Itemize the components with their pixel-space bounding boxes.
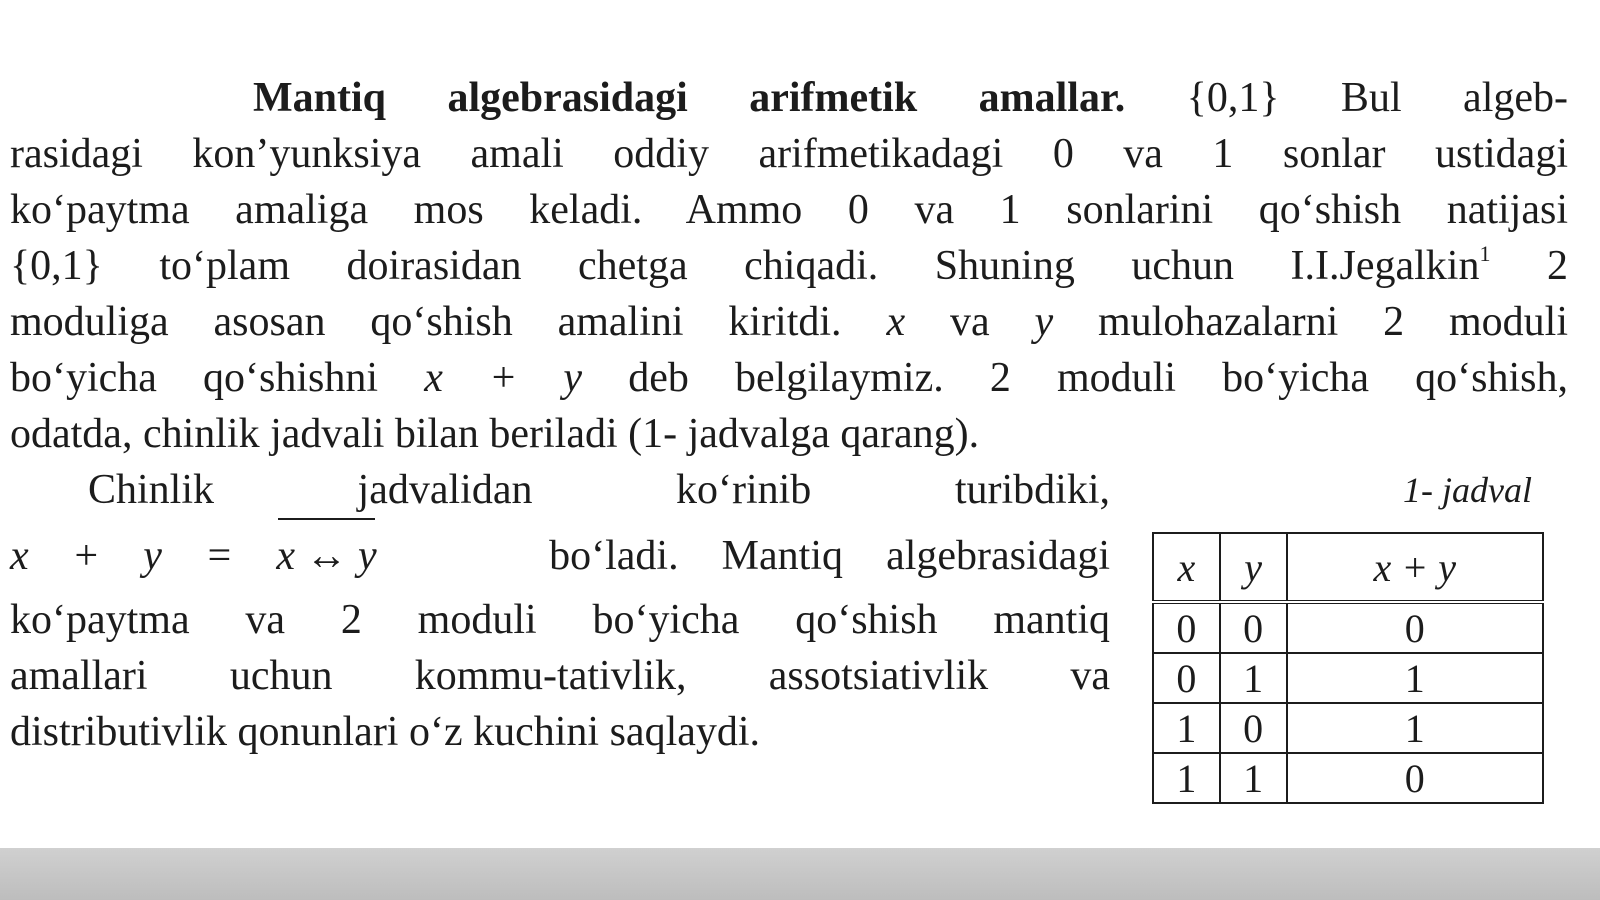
table-cell: 1 [1220, 753, 1287, 803]
paragraph1-line3: ko‘paytma amaliga mos keladi. Ammo 0 va 1 sonlarini qo‘shish natijasi [10, 187, 1568, 233]
truth-table [1152, 532, 1544, 804]
table-row [1153, 653, 1543, 703]
sum-expression: x + y [424, 355, 583, 401]
variable-y: y [1034, 299, 1054, 345]
paragraph1-line6-a: bo‘yicha qo‘shishni [10, 355, 425, 401]
table-cell: 1 [1220, 653, 1287, 703]
paragraph2-line4: amallari uchun kommu-tativlik, assotsiativlik va [10, 653, 1110, 699]
table-header-row [1153, 533, 1543, 602]
paragraph2-line1: Chinlik jadvalidan ko‘rinib turibdiki, [88, 467, 1110, 513]
paragraph1-line1 [10, 70, 1568, 126]
paragraph1-line2: rasidagi kon’yunksiya amali oddiy arifmetikadagi 0 va 1 sonlar ustidagi [10, 131, 1568, 177]
paragraph1-line4 [10, 238, 1568, 294]
table-cell: 1 [1153, 703, 1220, 753]
paragraph2 [10, 462, 1110, 760]
table-cell: 0 [1153, 602, 1220, 653]
paragraph1-line6 [10, 350, 1568, 406]
table-cell: 0 [1220, 602, 1287, 653]
header-sum: x + y [1287, 533, 1543, 602]
paragraph1-line1-rest: {0,1} Bul algeb- [1186, 75, 1568, 121]
table-row [1153, 602, 1543, 653]
table-cell: 0 [1287, 753, 1543, 803]
paragraph2-line5: distributivlik qonunlari o‘z kuchini saqlaydi. [10, 709, 761, 755]
section-heading: Mantiq algebrasidagi arifmetik amallar. [253, 75, 1126, 121]
header-y: y [1220, 533, 1287, 602]
table-cell: 1 [1287, 703, 1543, 753]
paragraph1-line6-b: deb belgilaymiz. 2 moduli bo‘yicha qo‘shish, [582, 355, 1569, 401]
paragraph1-line5 [10, 294, 1568, 350]
paragraph2-line2-rest: bo‘ladi. Mantiq algebrasidagi [549, 533, 1111, 579]
formula [10, 533, 377, 579]
paragraph1-line5-a: moduliga asosan qo‘shish amalini kiritdi. [10, 299, 887, 345]
paragraph2-line2 [10, 528, 1110, 584]
paragraph2-line3: ko‘paytma va 2 moduli bo‘yicha qo‘shish mantiq [10, 597, 1110, 643]
bottom-gray-bar [0, 848, 1600, 900]
footnote-marker: 1 [1479, 241, 1491, 266]
header-x: x [1153, 533, 1220, 602]
paragraph1-line4-a: {0,1} to‘plam doirasidan chetga chiqadi. Shuning uchun I.I.Jegalkin [10, 243, 1480, 289]
paragraph1-line4-b: 2 [1490, 243, 1569, 289]
variable-x: x [886, 299, 906, 345]
table-row [1153, 703, 1543, 753]
paragraph1-line7: odatda, chinlik jadvali bilan beriladi (1- jadvalga qarang). [10, 411, 980, 457]
table-cell: 0 [1287, 602, 1543, 653]
table-caption: 1- jadval [1403, 470, 1532, 510]
table-cell: 1 [1153, 753, 1220, 803]
paragraph1-line5-c: mulohazalarni 2 moduli [1053, 299, 1568, 345]
formula-negated-equivalence: x ↔ y [276, 528, 376, 584]
table-cell: 0 [1220, 703, 1287, 753]
table-cell: 0 [1153, 653, 1220, 703]
table-row [1153, 753, 1543, 803]
formula-lhs: x + y = [10, 533, 277, 579]
table-cell: 1 [1287, 653, 1543, 703]
paragraph1-line5-b: va [905, 299, 1035, 345]
